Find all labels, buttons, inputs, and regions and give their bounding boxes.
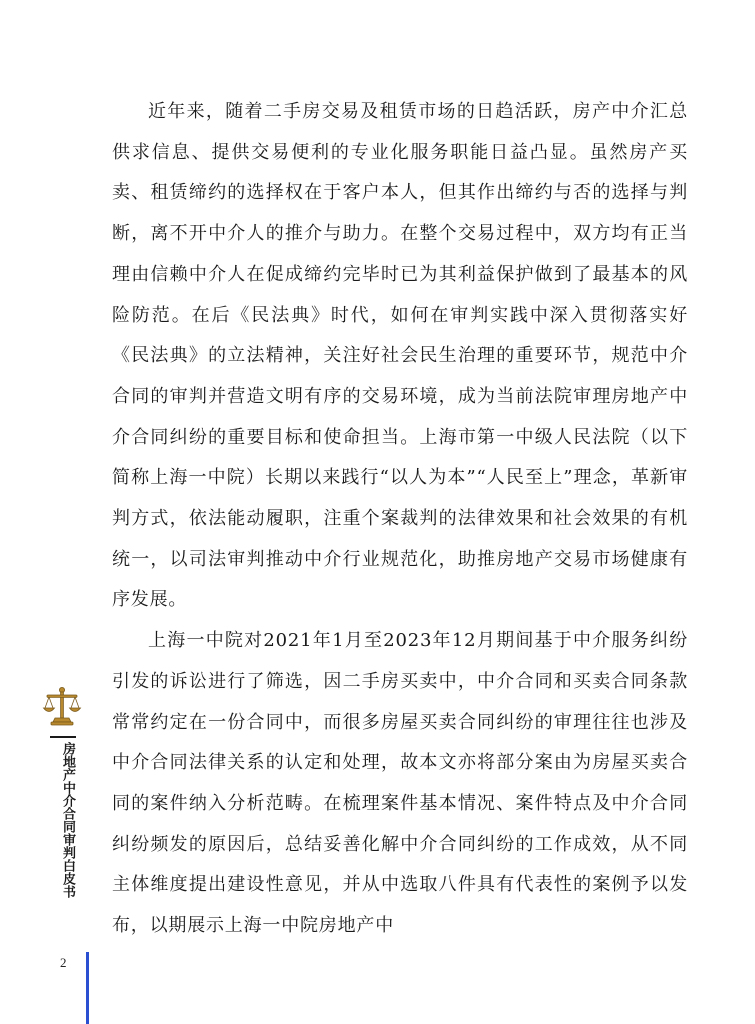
page-number: 2 [60,955,67,970]
main-text [112,92,688,947]
paragraph-2: 上海一中院对2021年1月至2023年12月期间基于中介服务纠纷引发的诉讼进行了筛选，因二手房买卖中，中介合同和买卖合同条款常常约定在一份合同中，而很多房屋买卖合同纠纷的审理往往也涉及中介合同法律关系的认定和处理，故本文亦将部分案由为房屋买卖合同的案件纳入分析范畴。在梳理案件基本情况、案件特点及中介合同纠纷频发的原因后，总结妥善化解中介合同纠纷的工作成效，从不同主体维度提出建设性意见，并从中选取八件具有代表性的案例予以发布，以期展示上海一中院房地产中 [112,630,688,937]
sidebar-divider [50,736,76,738]
justice-scales-icon [42,686,82,728]
page-accent-line [86,952,89,1024]
paragraph-1: 近年来，随着二手房交易及租赁市场的日趋活跃，房产中介汇总供求信息、提供交易便利的专业化服务职能日益凸显。虽然房产买卖、租赁缔约的选择权在于客户本人，但其作出缔约与否的选择与判断，离不开中介人的推介与助力。在整个交易过程中，双方均有正当理由信赖中介人在促成缔约完毕时已为其利益保护做到了最基本的风险防范。在后《民法典》时代，如何在审判实践中深入贯彻落实好《民法典》的立法精神，关注好社会民生治理的重要环节，规范中介合同的审判并营造文明有序的交易环境，成为当前法院审理房地产中介合同纠纷的重要目标和使命担当。上海市第一中级人民法院（以下简称上海一中院）长期以来践行“以人为本”“人民至上”理念，革新审判方式，依法能动履职，注重个案裁判的法律效果和社会效果的有机统一，以司法审判推动中介行业规范化，助推房地产交易市场健康有序发展。 [112,101,688,611]
sidebar-title: 房地产中介合同审判白皮书 [60,742,75,898]
